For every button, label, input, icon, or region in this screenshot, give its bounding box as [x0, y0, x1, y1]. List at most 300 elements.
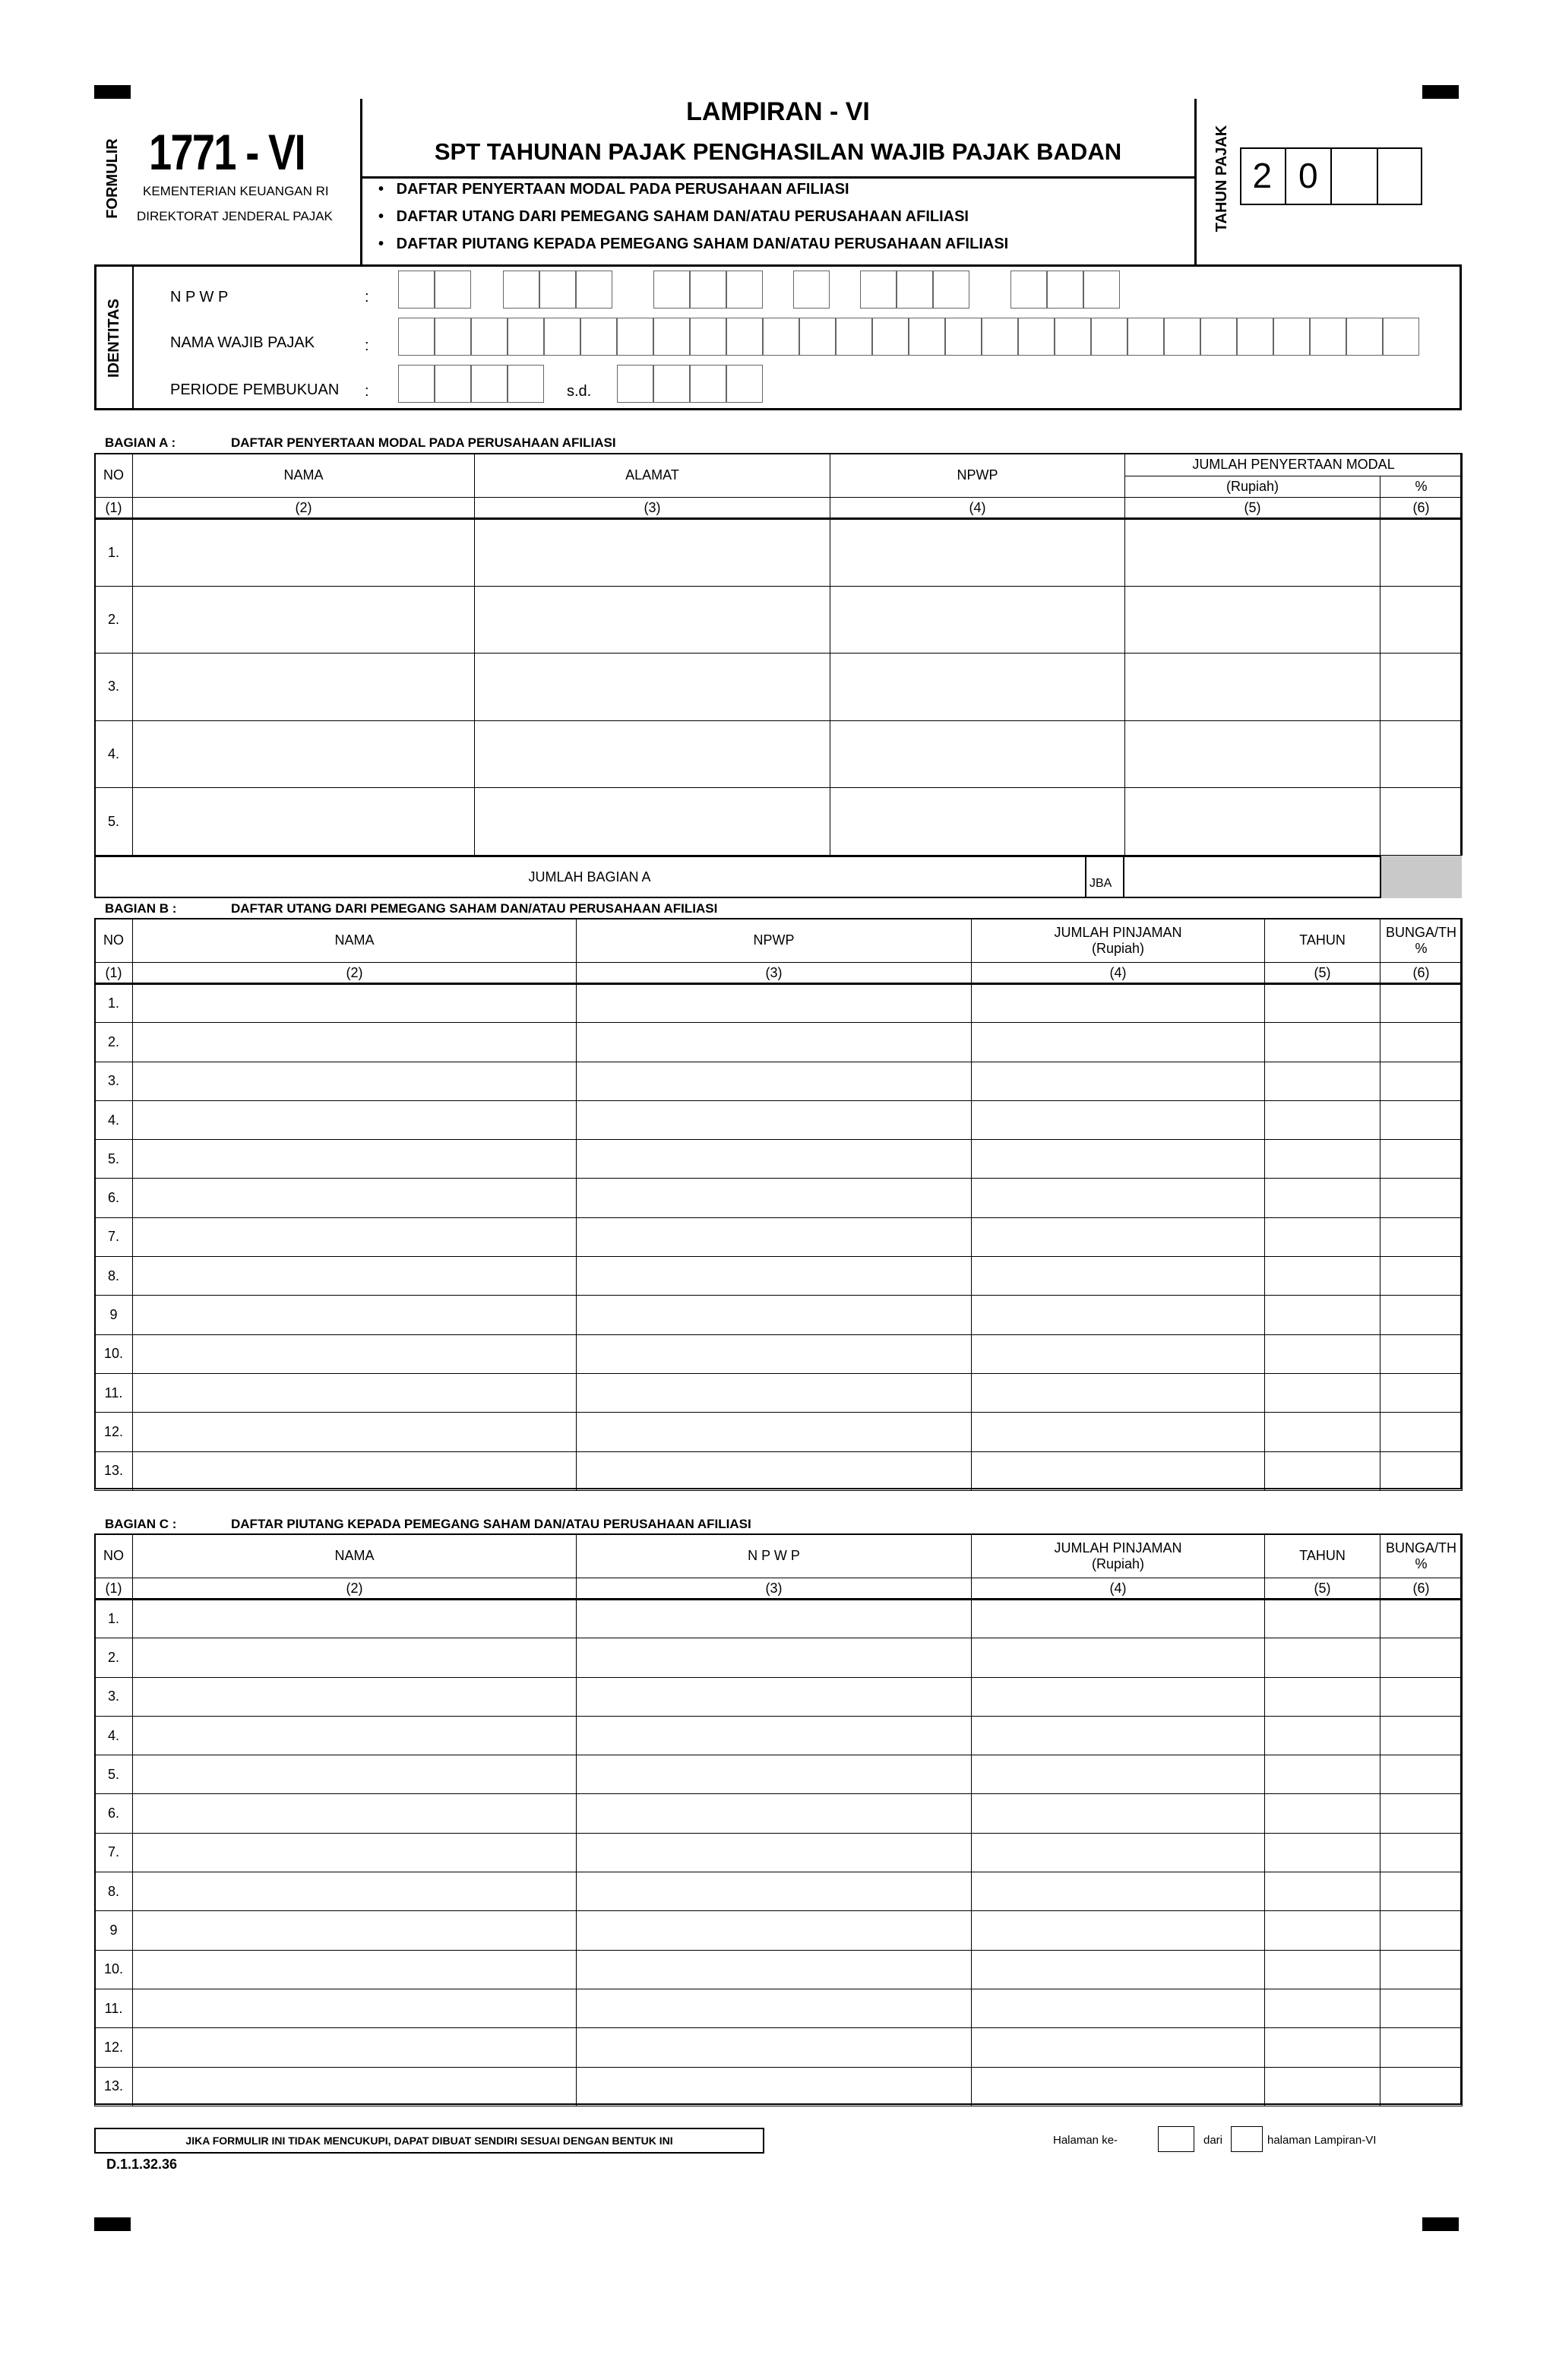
- tahun-pajak-label: TAHUN PAJAK: [1213, 125, 1230, 233]
- bagian-b-title: DAFTAR UTANG DARI PEMEGANG SAHAM DAN/ATAU PERUSAHAAN AFILIASI: [231, 901, 718, 916]
- bagian-c-cell[interactable]: [133, 1677, 577, 1716]
- bagian-a-cell[interactable]: [830, 720, 1125, 788]
- nama-char-box[interactable]: [1310, 318, 1346, 356]
- bagian-c-cell[interactable]: [133, 1989, 577, 2027]
- year-digit-row: [1240, 147, 1422, 205]
- bagian-c-cell[interactable]: [577, 1677, 972, 1716]
- bagian-b-cell[interactable]: [1265, 1413, 1380, 1451]
- npwp-digit-box[interactable]: [1010, 271, 1047, 309]
- col-header-nama: NAMA: [133, 1534, 577, 1578]
- bagian-a-cell[interactable]: [475, 519, 830, 587]
- bagian-b-cell[interactable]: [1380, 1257, 1463, 1296]
- bagian-a-cell[interactable]: [1380, 654, 1463, 721]
- bagian-b-cell[interactable]: [1380, 1373, 1463, 1412]
- bagian-c-cell[interactable]: [1265, 2067, 1380, 2106]
- bagian-c-cell[interactable]: [1380, 1872, 1463, 1911]
- table-row: [95, 1100, 1463, 1139]
- bagian-b-table: [94, 918, 1463, 1491]
- bagian-b-cell[interactable]: [577, 1023, 972, 1062]
- bagian-a-cell[interactable]: [475, 720, 830, 788]
- bagian-b-cell[interactable]: [577, 1373, 972, 1412]
- bagian-a-cell[interactable]: [475, 788, 830, 856]
- bagian-b-rows: [95, 984, 1463, 1491]
- year-digit-input[interactable]: [1332, 147, 1378, 205]
- nama-char-box[interactable]: [1237, 318, 1273, 356]
- bagian-b-cell[interactable]: [1265, 1217, 1380, 1256]
- bagian-b-cell[interactable]: [1265, 1062, 1380, 1100]
- bagian-b-cell[interactable]: [972, 1217, 1265, 1256]
- table-row: [95, 1716, 1463, 1755]
- bagian-c-cell[interactable]: [1380, 2028, 1463, 2067]
- bagian-b-cell[interactable]: [1380, 1140, 1463, 1179]
- nama-char-box[interactable]: [1091, 318, 1127, 356]
- bagian-a-cell[interactable]: [133, 720, 475, 788]
- nama-char-box[interactable]: [653, 318, 690, 356]
- bagian-c-cell[interactable]: [972, 1794, 1265, 1833]
- row-number: 4.: [95, 1100, 133, 1139]
- table-row: [95, 1872, 1463, 1911]
- bagian-a-cell[interactable]: [133, 519, 475, 587]
- bagian-b-cell[interactable]: [1380, 1217, 1463, 1256]
- row-number: 6.: [95, 1794, 133, 1833]
- col-number: (4): [972, 1578, 1265, 1600]
- bagian-b-cell[interactable]: [133, 1023, 577, 1062]
- bagian-c-cell[interactable]: [133, 1950, 577, 1989]
- row-number: 9: [95, 1911, 133, 1950]
- bagian-c-cell[interactable]: [1265, 1716, 1380, 1755]
- bagian-c-cell[interactable]: [577, 1950, 972, 1989]
- bagian-a-cell[interactable]: [830, 519, 1125, 587]
- bagian-b-cell[interactable]: [1380, 1296, 1463, 1334]
- halaman-total-input[interactable]: [1231, 2126, 1263, 2152]
- bagian-c-cell[interactable]: [972, 1872, 1265, 1911]
- nama-char-box[interactable]: [580, 318, 617, 356]
- bagian-c-cell[interactable]: [133, 2067, 577, 2106]
- year-digit-input[interactable]: [1378, 147, 1423, 205]
- page-subtitle: SPT TAHUNAN PAJAK PENGHASILAN WAJIB PAJAK BADAN: [434, 138, 1122, 165]
- bagian-c-cell[interactable]: [1380, 1794, 1463, 1833]
- bagian-b-cell[interactable]: [972, 1373, 1265, 1412]
- periode-digit-box[interactable]: [690, 365, 726, 403]
- col-number: (4): [972, 963, 1265, 984]
- bagian-c-cell[interactable]: [1265, 1989, 1380, 2027]
- table-row: [95, 654, 1463, 721]
- bagian-b-cell[interactable]: [1265, 1179, 1380, 1217]
- bagian-b-cell[interactable]: [133, 1062, 577, 1100]
- table-row: [95, 1217, 1463, 1256]
- bagian-c-cell[interactable]: [972, 1833, 1265, 1872]
- bagian-a-cell[interactable]: [133, 788, 475, 856]
- bagian-c-cell[interactable]: [1265, 2028, 1380, 2067]
- bagian-b-cell[interactable]: [1380, 984, 1463, 1023]
- bagian-c-cell[interactable]: [1265, 1794, 1380, 1833]
- bagian-c-cell[interactable]: [972, 1950, 1265, 1989]
- periode-digit-box[interactable]: [508, 365, 544, 403]
- bagian-c-cell[interactable]: [972, 1677, 1265, 1716]
- nama-char-box[interactable]: [1200, 318, 1237, 356]
- nama-char-box[interactable]: [690, 318, 726, 356]
- bagian-b-cell[interactable]: [577, 1257, 972, 1296]
- rupiah-label: (Rupiah): [1091, 940, 1145, 956]
- bagian-a-cell[interactable]: [1125, 586, 1380, 654]
- bagian-c-cell[interactable]: [577, 1872, 972, 1911]
- bagian-c-cell[interactable]: [133, 1911, 577, 1950]
- table-row: [95, 519, 1463, 587]
- bagian-b-cell[interactable]: [972, 1413, 1265, 1451]
- bagian-b-cell[interactable]: [577, 1217, 972, 1256]
- periode-digit-box[interactable]: [617, 365, 653, 403]
- bagian-b-cell[interactable]: [133, 1296, 577, 1334]
- table-row: [95, 2067, 1463, 2106]
- bagian-c-table: [94, 1533, 1463, 2106]
- bagian-c-cell[interactable]: [972, 1638, 1265, 1677]
- row-number: 1.: [95, 1600, 133, 1638]
- bagian-c-cell[interactable]: [577, 2028, 972, 2067]
- bagian-b-cell[interactable]: [972, 1257, 1265, 1296]
- col-number: (2): [133, 498, 475, 519]
- table-row: [95, 1334, 1463, 1373]
- table-row: [95, 1179, 1463, 1217]
- bagian-b-cell[interactable]: [577, 1334, 972, 1373]
- percent-label: %: [1415, 940, 1428, 956]
- bagian-c-cell[interactable]: [1380, 1755, 1463, 1794]
- col-header-no: NO: [95, 1534, 133, 1578]
- jba-value-field[interactable]: [1124, 856, 1380, 898]
- bagian-c-cell[interactable]: [133, 2028, 577, 2067]
- bagian-b-cell[interactable]: [133, 1373, 577, 1412]
- bagian-a-cell[interactable]: [1380, 788, 1463, 856]
- npwp-digit-box[interactable]: [435, 271, 471, 309]
- col-number: (6): [1380, 963, 1463, 984]
- periode-digit-box[interactable]: [435, 365, 471, 403]
- bagian-b-cell[interactable]: [972, 1140, 1265, 1179]
- bagian-b-cell[interactable]: [577, 1062, 972, 1100]
- bagian-b-cell[interactable]: [133, 1451, 577, 1490]
- bagian-b-cell[interactable]: [133, 1413, 577, 1451]
- bullet-item: • DAFTAR PENYERTAAN MODAL PADA PERUSAHAAN AFILIASI: [378, 181, 849, 198]
- table-row: [95, 1755, 1463, 1794]
- nama-char-box[interactable]: [1383, 318, 1419, 356]
- periode-digit-box[interactable]: [471, 365, 508, 403]
- col-header-no: NO: [95, 454, 133, 498]
- bagian-c-cell[interactable]: [1380, 1716, 1463, 1755]
- bagian-b-cell[interactable]: [133, 1179, 577, 1217]
- nama-wajib-pajak-label: NAMA WAJIB PAJAK: [170, 334, 315, 351]
- bagian-b-cell[interactable]: [133, 1140, 577, 1179]
- bagian-a-cell[interactable]: [475, 586, 830, 654]
- npwp-digit-box[interactable]: [726, 271, 763, 309]
- npwp-digit-box[interactable]: [1083, 271, 1120, 309]
- periode-digit-box[interactable]: [398, 365, 435, 403]
- row-number: 4.: [95, 1716, 133, 1755]
- col-header-tahun: TAHUN: [1265, 919, 1380, 963]
- bagian-c-cell[interactable]: [972, 2067, 1265, 2106]
- bagian-b-cell[interactable]: [1265, 1373, 1380, 1412]
- bagian-c-rows: [95, 1600, 1463, 2106]
- bagian-b-cell[interactable]: [1265, 1296, 1380, 1334]
- bagian-c-cell[interactable]: [1265, 1600, 1380, 1638]
- bagian-a-cell[interactable]: [830, 586, 1125, 654]
- row-number: 2.: [95, 1023, 133, 1062]
- bagian-b-cell[interactable]: [1265, 984, 1380, 1023]
- row-number: 3.: [95, 1062, 133, 1100]
- npwp-colon: :: [365, 289, 369, 305]
- bagian-c-cell[interactable]: [1265, 1755, 1380, 1794]
- bagian-a-cell[interactable]: [1380, 519, 1463, 587]
- bagian-c-cell[interactable]: [972, 1600, 1265, 1638]
- table-row: [95, 1677, 1463, 1716]
- bagian-c-cell[interactable]: [577, 1600, 972, 1638]
- bagian-b-cell[interactable]: [1380, 1179, 1463, 1217]
- table-row: [95, 1413, 1463, 1451]
- bagian-c-cell[interactable]: [972, 1716, 1265, 1755]
- bagian-c-cell[interactable]: [972, 1989, 1265, 2027]
- table-row: [95, 1257, 1463, 1296]
- year-digit: 2: [1240, 147, 1286, 205]
- table-row: [95, 1600, 1463, 1638]
- bagian-a-cell[interactable]: [1125, 788, 1380, 856]
- col-number: (1): [95, 498, 133, 519]
- bagian-b-cell[interactable]: [1380, 1062, 1463, 1100]
- bagian-b-label: BAGIAN B :: [105, 901, 177, 916]
- bagian-c-cell[interactable]: [1265, 1677, 1380, 1716]
- bagian-a-cell[interactable]: [830, 654, 1125, 721]
- bagian-c-cell[interactable]: [1265, 1911, 1380, 1950]
- nama-char-box[interactable]: [945, 318, 982, 356]
- bagian-c-cell[interactable]: [972, 1911, 1265, 1950]
- npwp-digit-box[interactable]: [860, 271, 897, 309]
- bagian-c-cell[interactable]: [577, 2067, 972, 2106]
- bagian-c-cell[interactable]: [972, 2028, 1265, 2067]
- bagian-c-cell[interactable]: [577, 1911, 972, 1950]
- table-row: [95, 1794, 1463, 1833]
- npwp-digit-box[interactable]: [539, 271, 576, 309]
- bagian-a-cell[interactable]: [830, 788, 1125, 856]
- bagian-a-cell[interactable]: [1380, 586, 1463, 654]
- bagian-b-cell[interactable]: [972, 1179, 1265, 1217]
- bagian-b-cell[interactable]: [972, 1062, 1265, 1100]
- bagian-b-cell[interactable]: [1380, 1023, 1463, 1062]
- bagian-c-cell[interactable]: [133, 1716, 577, 1755]
- bagian-a-cell[interactable]: [133, 654, 475, 721]
- bagian-a-cell[interactable]: [1125, 654, 1380, 721]
- bagian-b-cell[interactable]: [1265, 1140, 1380, 1179]
- nama-char-box[interactable]: [544, 318, 580, 356]
- bagian-b-cell[interactable]: [1265, 1451, 1380, 1490]
- row-number: 11.: [95, 1989, 133, 2027]
- bagian-c-cell[interactable]: [1380, 1677, 1463, 1716]
- nama-char-box[interactable]: [799, 318, 836, 356]
- bagian-c-cell[interactable]: [1265, 1833, 1380, 1872]
- bagian-b-cell[interactable]: [972, 1023, 1265, 1062]
- bagian-b-cell[interactable]: [972, 984, 1265, 1023]
- bagian-b-cell[interactable]: [133, 984, 577, 1023]
- nama-char-box[interactable]: [1127, 318, 1164, 356]
- bagian-c-cell[interactable]: [133, 1600, 577, 1638]
- footer-note: JIKA FORMULIR INI TIDAK MENCUKUPI, DAPAT DIBUAT SENDIRI SESUAI DENGAN BENTUK INI: [94, 2128, 764, 2154]
- bagian-b-cell[interactable]: [972, 1296, 1265, 1334]
- bagian-b-cell[interactable]: [133, 1100, 577, 1139]
- table-row: [95, 720, 1463, 788]
- nama-char-box[interactable]: [872, 318, 909, 356]
- npwp-digit-box[interactable]: [1047, 271, 1083, 309]
- bagian-b-cell[interactable]: [1265, 1257, 1380, 1296]
- bagian-b-cell[interactable]: [1380, 1100, 1463, 1139]
- npwp-digit-box[interactable]: [793, 271, 830, 309]
- col-header-npwp: NPWP: [577, 919, 972, 963]
- nama-char-box[interactable]: [1273, 318, 1310, 356]
- periode-digit-box[interactable]: [653, 365, 690, 403]
- bagian-c-cell[interactable]: [1380, 1638, 1463, 1677]
- bagian-b-cell[interactable]: [133, 1257, 577, 1296]
- bagian-b-cell[interactable]: [1380, 1334, 1463, 1373]
- halaman-ke-input[interactable]: [1158, 2126, 1194, 2152]
- nama-char-box[interactable]: [471, 318, 508, 356]
- nama-char-box[interactable]: [1164, 318, 1200, 356]
- jumlah-pinjaman-label: JUMLAH PINJAMAN: [1054, 924, 1182, 940]
- bagian-c-cell[interactable]: [1265, 1872, 1380, 1911]
- page-title: LAMPIRAN - VI: [686, 97, 870, 126]
- nama-char-box[interactable]: [909, 318, 945, 356]
- bagian-a-cell[interactable]: [1125, 519, 1380, 587]
- bagian-b-cell[interactable]: [972, 1334, 1265, 1373]
- ministry-name: KEMENTERIAN KEUANGAN RI: [143, 184, 329, 198]
- bagian-c-cell[interactable]: [1380, 1833, 1463, 1872]
- npwp-digit-box[interactable]: [933, 271, 969, 309]
- col-header-alamat: ALAMAT: [475, 454, 830, 498]
- formulir-label: FORMULIR: [104, 138, 121, 219]
- nama-char-box[interactable]: [617, 318, 653, 356]
- bagian-b-cell[interactable]: [972, 1100, 1265, 1139]
- form-number: 1771 - VI: [149, 124, 305, 180]
- bullet-list: [378, 181, 1008, 263]
- bagian-c-label: BAGIAN C :: [105, 1517, 177, 1531]
- bagian-c-cell[interactable]: [1380, 1911, 1463, 1950]
- col-header-jumlah-pinjaman: [972, 1534, 1265, 1578]
- periode-colon: :: [365, 383, 369, 400]
- col-header-jumlah-penyertaan: JUMLAH PENYERTAAN MODAL: [1125, 454, 1463, 476]
- bullet-item-label: DAFTAR PENYERTAAN MODAL PADA PERUSAHAAN AFILIASI: [396, 181, 849, 198]
- nama-char-box[interactable]: [982, 318, 1018, 356]
- bagian-b-cell[interactable]: [577, 1413, 972, 1451]
- nama-char-box[interactable]: [1346, 318, 1383, 356]
- bagian-c-cell[interactable]: [577, 1833, 972, 1872]
- bagian-c-cell[interactable]: [133, 1755, 577, 1794]
- bullet-item: • DAFTAR PIUTANG KEPADA PEMEGANG SAHAM DAN/ATAU PERUSAHAAN AFILIASI: [378, 236, 1009, 252]
- bagian-c-cell[interactable]: [133, 1638, 577, 1677]
- form-code: D.1.1.32.36: [106, 2157, 178, 2172]
- nama-char-box[interactable]: [398, 318, 435, 356]
- bagian-a-table: [94, 453, 1463, 856]
- bagian-b-cell[interactable]: [577, 984, 972, 1023]
- nama-char-box[interactable]: [836, 318, 872, 356]
- table-row: [95, 984, 1463, 1023]
- nama-char-box[interactable]: [435, 318, 471, 356]
- bagian-c-cell[interactable]: [577, 1794, 972, 1833]
- col-header-rupiah: (Rupiah): [1125, 476, 1380, 498]
- bagian-c-cell[interactable]: [577, 1989, 972, 2027]
- npwp-digit-box[interactable]: [653, 271, 690, 309]
- nama-char-box[interactable]: [1055, 318, 1091, 356]
- bagian-b-cell[interactable]: [1380, 1451, 1463, 1490]
- bagian-b-cell[interactable]: [1265, 1023, 1380, 1062]
- npwp-digit-box[interactable]: [576, 271, 612, 309]
- table-row: [95, 1373, 1463, 1412]
- npwp-digit-box[interactable]: [690, 271, 726, 309]
- npwp-digit-box[interactable]: [503, 271, 539, 309]
- bagian-b-cell[interactable]: [577, 1100, 972, 1139]
- bagian-b-cell[interactable]: [577, 1179, 972, 1217]
- row-number: 4.: [95, 720, 133, 788]
- bagian-c-cell[interactable]: [133, 1833, 577, 1872]
- bagian-b-cell[interactable]: [972, 1451, 1265, 1490]
- periode-digit-box[interactable]: [726, 365, 763, 403]
- registration-mark-bottom-left: [94, 2217, 131, 2231]
- bagian-c-cell[interactable]: [133, 1872, 577, 1911]
- bagian-b-cell[interactable]: [1380, 1413, 1463, 1451]
- bagian-c-cell[interactable]: [972, 1755, 1265, 1794]
- nama-colon: :: [365, 337, 369, 354]
- bagian-b-cell[interactable]: [577, 1451, 972, 1490]
- col-header-bunga: [1380, 1534, 1463, 1578]
- nama-char-box[interactable]: [1018, 318, 1055, 356]
- bagian-c-title: DAFTAR PIUTANG KEPADA PEMEGANG SAHAM DAN/ATAU PERUSAHAAN AFILIASI: [231, 1517, 751, 1531]
- row-number: 10.: [95, 1950, 133, 1989]
- bagian-a-cell[interactable]: [1125, 720, 1380, 788]
- bagian-a-cell[interactable]: [133, 586, 475, 654]
- bagian-c-cell[interactable]: [577, 1638, 972, 1677]
- npwp-digit-box[interactable]: [398, 271, 435, 309]
- bagian-a-cell[interactable]: [475, 654, 830, 721]
- table-row: [95, 2028, 1463, 2067]
- bagian-c-cell[interactable]: [133, 1794, 577, 1833]
- col-header-nama: NAMA: [133, 454, 475, 498]
- bagian-c-cell[interactable]: [1265, 1638, 1380, 1677]
- bagian-c-cell[interactable]: [1380, 2067, 1463, 2106]
- row-number: 10.: [95, 1334, 133, 1373]
- percent-label: %: [1415, 1556, 1428, 1571]
- nama-char-box[interactable]: [763, 318, 799, 356]
- halaman-lampiran-label: halaman Lampiran-VI: [1267, 2134, 1377, 2147]
- directorate-name: DIREKTORAT JENDERAL PAJAK: [137, 209, 333, 223]
- year-digit: 0: [1286, 147, 1333, 205]
- bagian-b-cell[interactable]: [1265, 1100, 1380, 1139]
- row-number: 5.: [95, 788, 133, 856]
- bagian-c-cell[interactable]: [1380, 1950, 1463, 1989]
- table-row: [95, 1140, 1463, 1179]
- bagian-c-cell[interactable]: [1265, 1950, 1380, 1989]
- nama-char-box[interactable]: [508, 318, 544, 356]
- bullet-item: • DAFTAR UTANG DARI PEMEGANG SAHAM DAN/ATAU PERUSAHAAN AFILIASI: [378, 208, 969, 225]
- row-number: 2.: [95, 1638, 133, 1677]
- bagian-c-cell[interactable]: [1380, 1600, 1463, 1638]
- bagian-b-cell[interactable]: [133, 1217, 577, 1256]
- bagian-b-cell[interactable]: [577, 1140, 972, 1179]
- nama-char-box[interactable]: [726, 318, 763, 356]
- bagian-c-cell[interactable]: [577, 1716, 972, 1755]
- bagian-c-cell[interactable]: [577, 1755, 972, 1794]
- bagian-b-cell[interactable]: [577, 1296, 972, 1334]
- col-number: (2): [133, 963, 577, 984]
- col-header-bunga: [1380, 919, 1463, 963]
- bagian-b-cell[interactable]: [133, 1334, 577, 1373]
- bagian-a-cell[interactable]: [1380, 720, 1463, 788]
- col-number: (1): [95, 963, 133, 984]
- periode-pembukuan-label: PERIODE PEMBUKUAN: [170, 381, 340, 398]
- npwp-digit-box[interactable]: [897, 271, 933, 309]
- bagian-b-cell[interactable]: [1265, 1334, 1380, 1373]
- bagian-c-cell[interactable]: [1380, 1989, 1463, 2027]
